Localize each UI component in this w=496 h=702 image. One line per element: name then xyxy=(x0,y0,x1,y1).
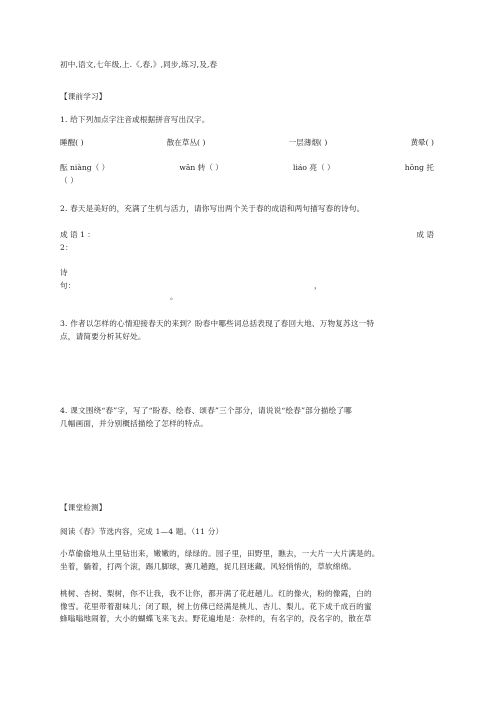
question-4 xyxy=(60,405,438,430)
question-1-row-2 xyxy=(60,163,434,173)
question-3-line-2: 点，请简要分析其好处。 xyxy=(60,331,146,341)
poem-period: 。 xyxy=(170,292,178,301)
blank-item: 一层薄烟( ) xyxy=(288,138,328,147)
question-3-line-1: 3. 作者以怎样的心情迎接春天的来到？盼春中哪些词总括表现了春回大地、万物复苏这一特 xyxy=(60,319,375,328)
blank-item: 散在草丛( ) xyxy=(166,138,206,147)
idiom-2-continuation: 2： xyxy=(60,243,73,252)
question-1-prompt: 1. 给下列加点字注音或根据拼音写出汉字。 xyxy=(60,115,210,124)
question-1-row-2-continuation: （ ） xyxy=(60,176,79,185)
poem-label-line-1: 诗 xyxy=(60,268,68,277)
blank-item: liáo 亮（ ） xyxy=(293,163,335,172)
question-2-prompt: 2. 春天是美好的，充满了生机与活力，请你写出两个关于春的成语和两句描写春的诗句。 xyxy=(60,204,365,213)
poem-label-line-2: 句： xyxy=(60,281,76,290)
question-3 xyxy=(60,318,438,343)
reading-paragraph-1 xyxy=(60,548,438,573)
paragraph-line: 坐着，躺着，打两个滚，踢几脚球，赛几趟跑，捉几回迷藏。风轻悄悄的，草软绵绵。 xyxy=(60,561,357,571)
paragraph-line: 桃树、杏树、梨树，你不让我，我不让你，都开满了花赶趟儿。红的像火，粉的像霞，白的 xyxy=(60,589,372,598)
blank-item: hōng 托 xyxy=(404,163,434,172)
idiom-2-label: 成 语 xyxy=(416,230,434,239)
blank-item: 睡醒( ) xyxy=(60,138,84,147)
idiom-1-label: 成 语 1 ： xyxy=(60,230,95,239)
section-heading-pre-study: 【课前学习】 xyxy=(60,92,107,101)
question-4-line-2: 几幅画面，并分别概括描绘了怎样的特点。 xyxy=(60,418,209,428)
section-heading-in-class: 【课堂检测】 xyxy=(60,503,107,512)
document-title: 初中,语文,七年级,上.《,春,》,同步,练习,及,春 xyxy=(60,60,218,69)
question-1-row-1 xyxy=(60,138,434,148)
poem-comma: ， xyxy=(314,281,322,290)
paragraph-line: 蜂嗡嗡地闹着，大小的蝴蝶飞来飞去。野花遍地是：杂样的，有名字的，没名字的，散在草 xyxy=(60,614,372,623)
blank-item: 黄晕( ) xyxy=(410,138,434,147)
paragraph-line: 小草偷偷地从土里钻出来，嫩嫩的，绿绿的。园子里，田野里，瞧去，一大片一大片满是的。 xyxy=(60,549,380,558)
paragraph-line: 像雪。花里带着甜味儿；闭了眼，树上仿佛已经满是桃儿、杏儿、梨儿。花下成千成百的蜜 xyxy=(60,601,372,611)
blank-item: wān 转（ ） xyxy=(179,163,223,172)
question-2-idiom-row xyxy=(60,230,434,240)
question-4-line-1: 4. 课文围绕“春”字，写了“盼春、绘春、颂春”三个部分，请说说“绘春”部分描绘了哪 xyxy=(60,406,352,415)
reading-paragraph-2 xyxy=(60,588,438,626)
reading-instruction: 阅读《春》节选内容，完成 1—4 题。（11 分） xyxy=(60,527,224,536)
blank-item: 酝 niàng（ ） xyxy=(60,163,110,172)
